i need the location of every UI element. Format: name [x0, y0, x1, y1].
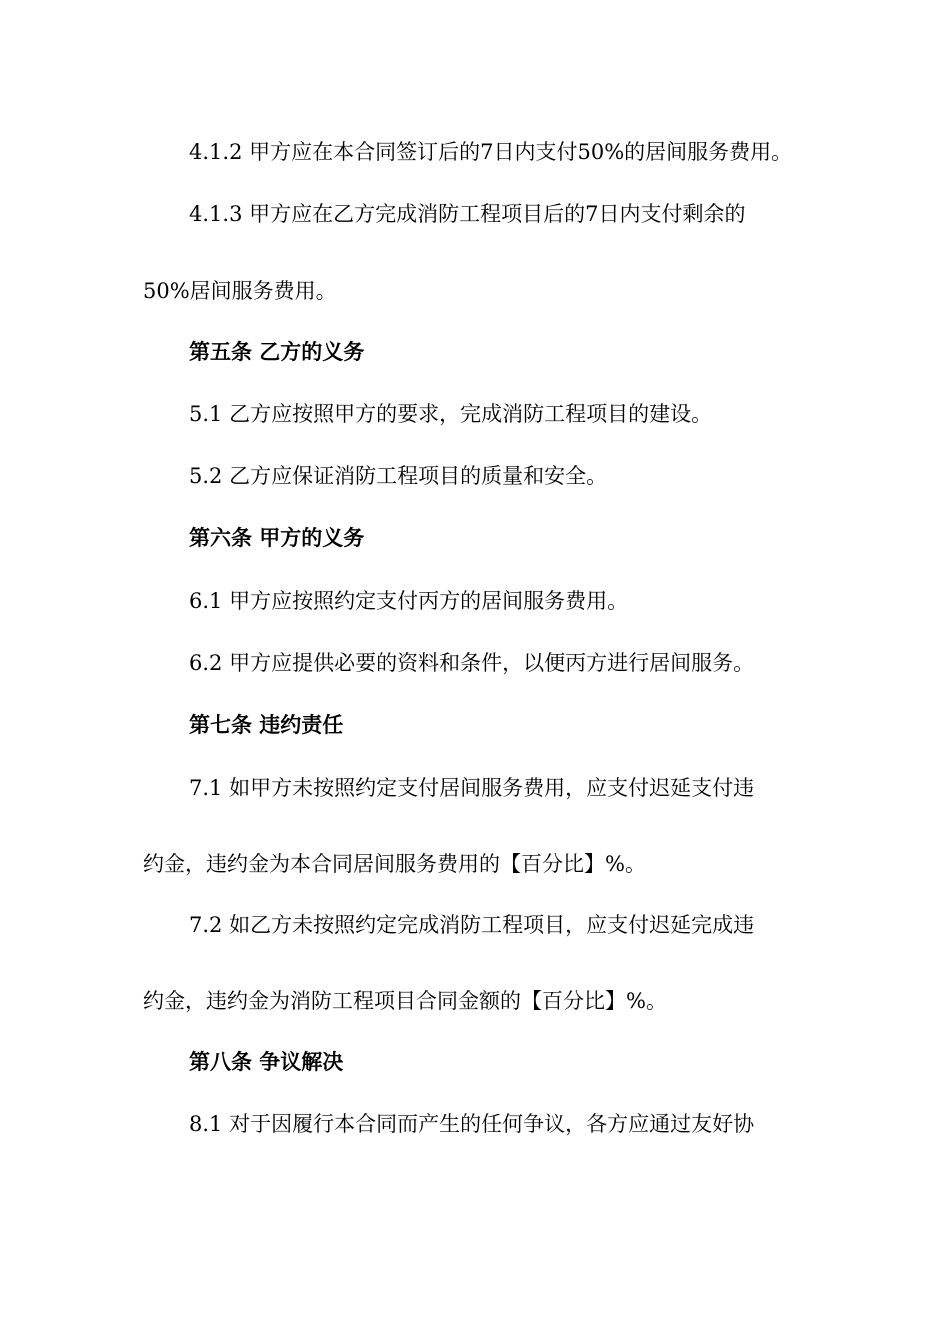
- clause-7-2-line1: 7.2 如乙方未按照约定完成消防工程项目，应支付迟延完成违: [189, 913, 755, 937]
- clause-7-1-line1: 7.1 如甲方未按照约定支付居间服务费用，应支付迟延支付违: [189, 776, 755, 800]
- article-5-heading: 第五条 乙方的义务: [189, 339, 365, 364]
- clause-4-1-3-line1: 4.1.3 甲方应在乙方完成消防工程项目后的7日内支付剩余的: [189, 202, 746, 226]
- article-6-heading: 第六条 甲方的义务: [189, 525, 365, 550]
- clause-7-2-line2: 约金，违约金为消防工程项目合同金额的【百分比】%。: [143, 989, 667, 1013]
- article-7-heading: 第七条 违约责任: [189, 712, 344, 737]
- clause-6-2: 6.2 甲方应提供必要的资料和条件，以便丙方进行居间服务。: [189, 651, 755, 675]
- clause-4-1-2: 4.1.2 甲方应在本合同签订后的7日内支付50%的居间服务费用。: [189, 140, 793, 164]
- clause-6-1: 6.1 甲方应按照约定支付丙方的居间服务费用。: [189, 589, 629, 613]
- clause-8-1-line1: 8.1 对于因履行本合同而产生的任何争议，各方应通过友好协: [189, 1112, 755, 1136]
- article-8-heading: 第八条 争议解决: [189, 1049, 344, 1074]
- clause-5-1: 5.1 乙方应按照甲方的要求，完成消防工程项目的建设。: [189, 402, 713, 426]
- clause-5-2: 5.2 乙方应保证消防工程项目的质量和安全。: [189, 464, 608, 488]
- clause-7-1-line2: 约金，违约金为本合同居间服务费用的【百分比】%。: [143, 852, 646, 876]
- clause-4-1-3-line2: 50%居间服务费用。: [143, 279, 337, 303]
